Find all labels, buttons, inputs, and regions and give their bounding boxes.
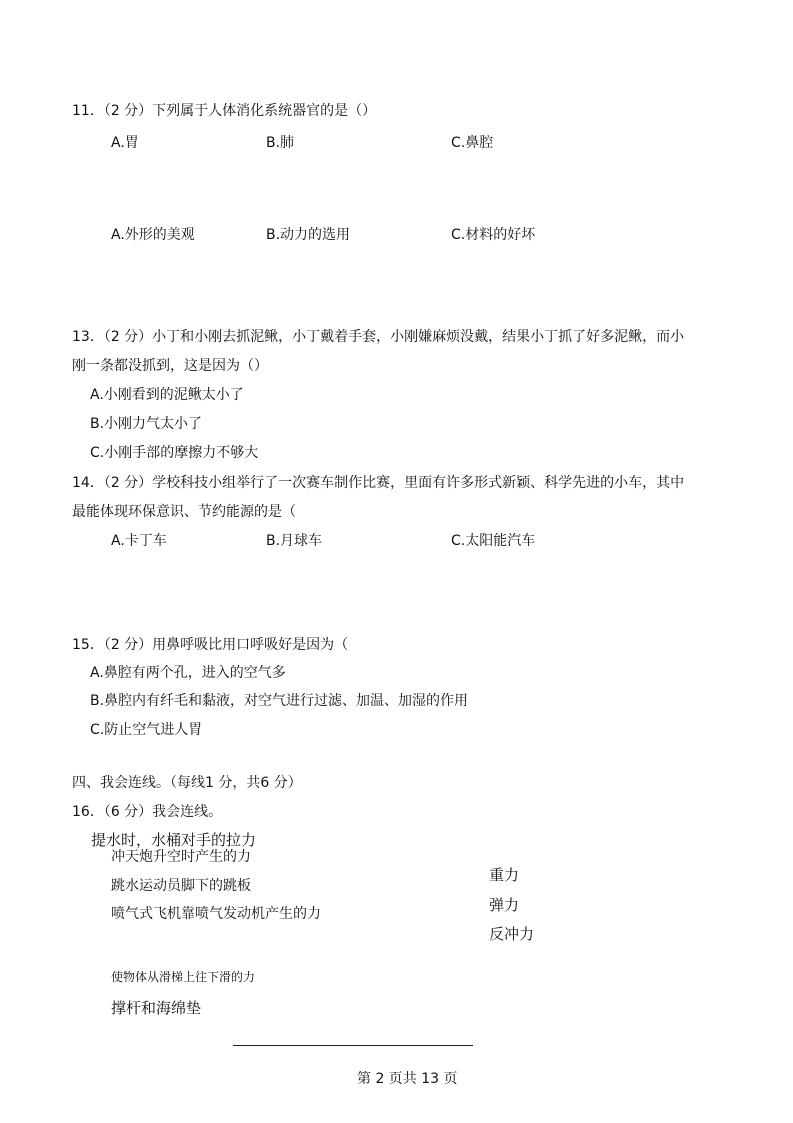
q11-option-b: B.肺 [266,135,295,151]
q12-option-c: C.材料的好坏 [451,227,536,243]
q15-option-a: A.鼻腔有两个孔，进入的空气多 [90,665,286,681]
match-left-item-3: 跳水运动员脚下的跳板 [111,878,251,894]
match-right-item-1: 重力 [489,866,520,884]
match-left-item-2: 冲天炮升空时产生的力 [111,849,251,865]
question-14-line1: 14．（2 分）学校科技小组举行了一次赛车制作比赛，里面有许多形式新颖、科学先进的小车，其中 [72,475,685,491]
match-right-item-2: 弹力 [489,896,520,914]
q14-option-b: B.月球车 [266,533,323,549]
q15-option-c: C.防止空气进人胃 [90,722,203,738]
q12-option-b: B.动力的选用 [266,227,351,243]
question-13-line1: 13．（2 分）小丁和小刚去抓泥鳅，小丁戴着手套，小刚嫌麻烦没戴，结果小丁抓了好多泥鳅，而小 [72,329,685,345]
match-right-item-3: 反冲力 [489,925,535,943]
q12-option-a: A.外形的美观 [111,227,195,243]
question-13-line2: 刚一条都没抓到，这是因为（） [72,358,268,374]
q14-option-a: A.卡丁车 [111,533,167,549]
question-15: 15．（2 分）用鼻呼吸比用口呼吸好是因为（ [72,637,349,653]
q14-option-c: C.太阳能汽车 [451,533,536,549]
page-number: 第 2 页共 13 页 [357,1071,458,1087]
question-16: 16．（6 分）我会连线。 [72,804,223,820]
q15-option-b: B.鼻腔内有纤毛和黏液，对空气进行过滤、加温、加湿的作用 [90,693,469,709]
q11-option-c: C.鼻腔 [451,135,494,151]
footer-rule [233,1045,473,1046]
question-11: 11．（2 分）下列属于人体消化系统器官的是（） [72,103,377,119]
match-left-item-5: 使物体从滑梯上往下滑的力 [111,970,256,984]
q11-option-a: A.胃 [111,135,139,151]
q13-option-b: B.小刚力气太小了 [90,416,203,432]
match-left-item-4: 喷气式飞机靠喷气发动机产生的力 [111,906,321,922]
match-left-item-6: 撑杆和海绵垫 [111,999,202,1017]
question-14-line2: 最能体现环保意识、节约能源的是（ [72,504,296,520]
q13-option-c: C.小刚手部的摩擦力不够大 [90,445,259,461]
section-4-title: 四、我会连线。（每线1 分，共6 分） [72,775,302,791]
match-left-item-1: 提水时，水桶对手的拉力 [91,831,257,849]
q13-option-a: A.小刚看到的泥鳅太小了 [90,387,244,403]
